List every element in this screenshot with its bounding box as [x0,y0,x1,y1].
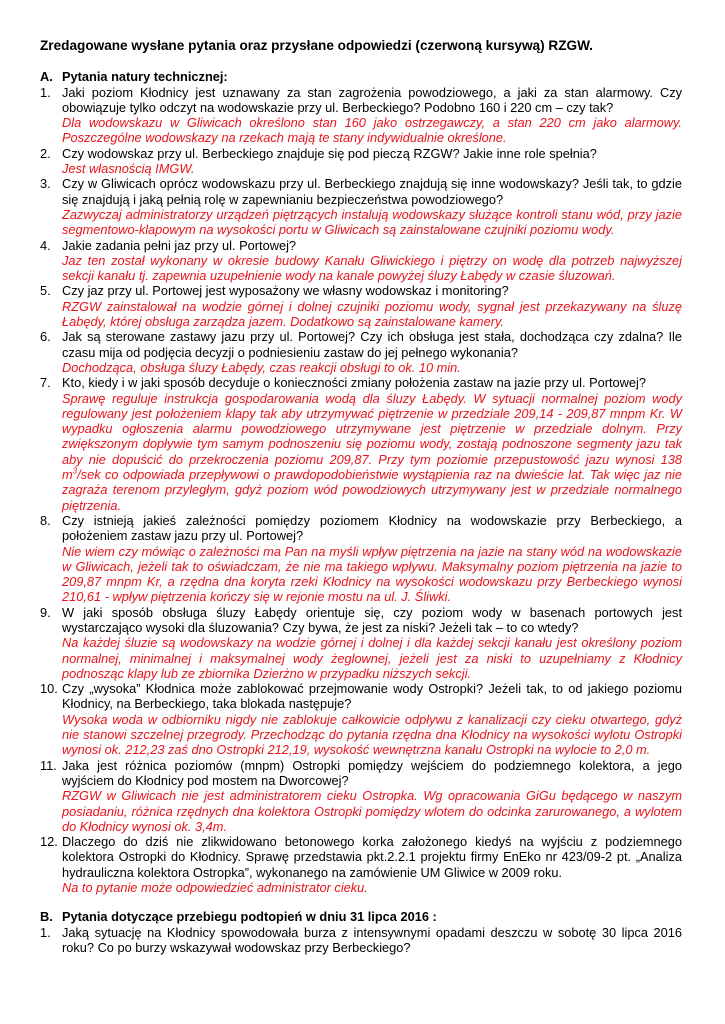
answer-text: Dochodząca, obsługa śluzy Łabędy, czas reakcji obsługi to ok. 10 min. [62,359,461,375]
question-text: Czy wodowskaz przy ul. Berbeckiego znajduje się pod pieczą RZGW? Jakie inne role spełnia? [62,145,597,161]
question-number: 2. [40,145,51,161]
document-page [40,38,682,955]
question-item [40,925,682,956]
question-number: 12. [40,834,58,850]
question-number: 8. [40,512,51,528]
question-item [40,176,682,237]
section-a-title: Pytania natury technicznej: [62,69,228,85]
question-item [40,758,682,834]
section-b-title: Pytania dotyczące przebiegu podtopień w dniu 31 lipca 2016 : [62,909,437,925]
question-list-a [40,85,682,896]
question-text: Jaką sytuację na Kłodnicy spowodowała burza z intensywnymi opadami deszczu w sobotę 30 lipca 2016 roku? Co po burzy wskazywał wodowskaz przy Berbeckiego? [62,924,682,955]
question-item [40,329,682,375]
question-number: 4. [40,237,51,253]
superscript-exponent: 3 [72,466,78,476]
question-list-b [40,925,682,956]
question-item [40,834,682,895]
question-item [40,283,682,329]
answer-text [62,391,682,513]
answer-text: Jaz ten został wykonany w okresie budowy Kanału Gliwickiego i piętrzy on wodę dla potrzeb najwyższej sekcji kanału tj. zapewnia uzupełnienie wody na kanale powyżej śluzy Łabędy w czasie śluzowań. [62,252,682,284]
question-number: 9. [40,604,51,620]
question-item [40,513,682,605]
answer-text: Dla wodowskazu w Gliwicach określono stan 160 jako ostrzegawczy, a stan 220 cm jako alarmowy. Poszczególne wodowskazy na rzekach mają te stany indywidualnie określone. [62,115,682,146]
answer-text: RZGW zainstalował na wodzie górnej i dolnej czujniki poziomu wody, sygnał jest przekazywany na śluzę Łabędy, której obsługa zarządza jazem. Dodatkowo są zainstalowane kamery. [62,298,682,330]
answer-text: Wysoka woda w odbiorniku nigdy nie zablokuje całkowicie odpływu z kanalizacji czy cieku otwartego, gdyż nie stanowi szczelnej przegrody. Przechodząc do pytania rzędna dna Kłodnicy na wysokości wylotu Ostropki wynosi ok. 212,23 zaś dno Ostropki 212,19, wysokość wewnętrzna kanału Ostropki na wylocie to 2,0 m. [62,711,682,758]
question-text: W jaki sposób obsługa śluzy Łabędy orientuje się, czy poziom wody w basenach portowych jest wystarczająco wysoki dla śluzowania? Czy bywa, że jest za niski? Jeżeli tak – to co wtedy? [62,604,682,635]
question-text: Czy istnieją jakieś zależności pomiędzy poziomem Kłodnicy na wodowskazie przy Berbeckiego, a położeniem zastaw jazu przy ul. Portowej? [62,512,682,544]
section-b-label: B. [40,909,53,925]
question-number: 7. [40,375,51,391]
question-number: 1. [40,84,51,100]
question-text: Czy jaz przy ul. Portowej jest wyposażony we własny wodowskaz i monitoring? [62,283,509,299]
question-number: 6. [40,329,51,345]
question-item [40,681,682,757]
question-number: 5. [40,283,51,299]
section-a-label: A. [40,69,53,85]
question-number: 10. [40,681,58,697]
answer-text: Jest własnością IMGW. [62,161,195,177]
answer-text: Na każdej śluzie są wodowskazy na wodzie górnej i dolnej i dla każdej sekcji kanału jest określony poziom normalnej, minimalnej i maksymalnej wody żeglownej, jeżeli jest za niski to uzupełniamy z Kłodnicy podnosząc klapy lub ze zbiornika Dzierżno w przypadku niższych sekcji. [62,635,682,681]
answer-text: Zazwyczaj administratorzy urządzeń piętrzących instalują wodowskazy służące kontroli stanu wód, przy jazie segmentowo-klapowym na wysokości portu w Gliwicach są zainstalowane czujniki poziomu wody. [62,206,682,238]
question-text: Jaki poziom Kłodnicy jest uznawany za stan zagrożenia powodziowego, a jaki za stan alarmowy. Czy obowiązuje tylko odczyt na wodowskazie przy ul. Berbeckiego? Podobno 160 i 220 cm – czy tak? [62,84,682,115]
answer-text-part: Sprawę reguluje instrukcja gospodarowania wodą dla śluzy Łabędy. W sytuacji normalnej poziom wody regulowany jest położeniem klapy tak aby utrzymywać piętrzenie w przedziale 209,14 - 209,87 mnpm Kr. W wypadku ogłoszenia alarmu powodziowego utrzymywane jest piętrzenie w przedziale dolnym. Przy zwiększonym dopływie tym samym podnoszeniu się poziomu wody, zostają podnoszone segmenty jazu tak aby nie dopuścić do przekroczenia poziomu 209,87. Przy tym poziomie przepustowość jazu wynosi 138 m [62,390,682,483]
answer-text: Na to pytanie może odpowiedzieć administrator cieku. [62,880,368,896]
question-text: Jak są sterowane zastawy jazu przy ul. Portowej? Czy ich obsługa jest stała, dochodząca czy zdalna? Ile czasu mija od podjęcia decyzji o podniesieniu zastaw do jej pełnego wykonania? [62,329,682,360]
section-a-heading [40,69,682,84]
question-number: 1. [40,924,51,940]
answer-text: RZGW w Gliwicach nie jest administratorem cieku Ostropka. Wg opracowania GiGu będącego w naszym posiadaniu, różnica rzędnych dna kolektora Ostropki pomiędzy wlotem do odcinka zarurowanego, a wylotem do Kłodnicy wynosi ok. 3,4m. [62,788,682,834]
question-item [40,146,682,177]
question-text: Czy w Gliwicach oprócz wodowskazu przy ul. Berbeckiego znajdują się inne wodowskazy? Jeśli tak, to gdzie się znajdują i jaką pełnią rolę w zapewnianiu bezpieczeństwa powodziowego? [62,176,682,207]
question-text: Jakie zadania pełni jaz przy ul. Portowej? [62,237,297,253]
question-text: Kto, kiedy i w jaki sposób decyduje o konieczności zmiany położenia zastaw na jazie przy ul. Portowej? [62,375,646,391]
question-number: 3. [40,176,51,192]
question-number: 11. [40,757,57,773]
question-text: Jaka jest różnica poziomów (mnpm) Ostropki pomiędzy wejściem do podziemnego kolektora, a jego wyjściem do Kłodnicy pod mostem na Dworcowej? [62,757,682,788]
question-item [40,238,682,284]
question-text: Dlaczego do dziś nie zlikwidowano betonowego korka założonego kiedyś na wyjściu z podziemnego kolektora Ostropki do Kłodnicy. Sprawę przedstawia pkt.2.2.1 projektu firmy EnEko nr 423/09-2 pt. „Analiza hydrauliczna kolektora Ostropka”, wykonanego na zamówienie UM Gliwice w 2009 roku. [62,834,682,880]
document-title: Zredagowane wysłane pytania oraz przysłane odpowiedzi (czerwoną kursywą) RZGW. [40,38,593,53]
answer-text: Nie wiem czy mówiąc o zależności ma Pan na myśli wpływ piętrzenia na jazie na stany wód na wodowskazie w Gliwicach, jeżeli tak to oświadczam, że nie ma takiego wpływu. Maksymalny poziom piętrzenia na jazie to 209,87 mnpm Kr, a rzędna dna koryta rzeki Kłodnicy na wysokości wodowskazu przy Berbeckiego wynosi 210,61 - wpływ piętrzenia kończy się w rejonie mostu na ul. J. Śliwki. [62,543,682,605]
section-b-heading [40,909,682,924]
question-text: Czy „wysoka” Kłodnica może zablokować przejmowanie wody Ostropki? Jeżeli tak, to od jakiego poziomu Kłodnicy, na Berbeckiego, taka blokada następuje? [62,681,682,712]
question-item [40,375,682,513]
question-item [40,85,682,146]
question-item [40,605,682,681]
answer-text-part: /sek co odpowiada przepływowi o prawdopodobieństwie wystąpienia raz na dwieście lat. Tak więc jaz nie zagraża terenom przyległym, gdyż poziom wód powodziowych utrzymywany jest w przedziale normalnego piętrzenia. [62,467,682,513]
